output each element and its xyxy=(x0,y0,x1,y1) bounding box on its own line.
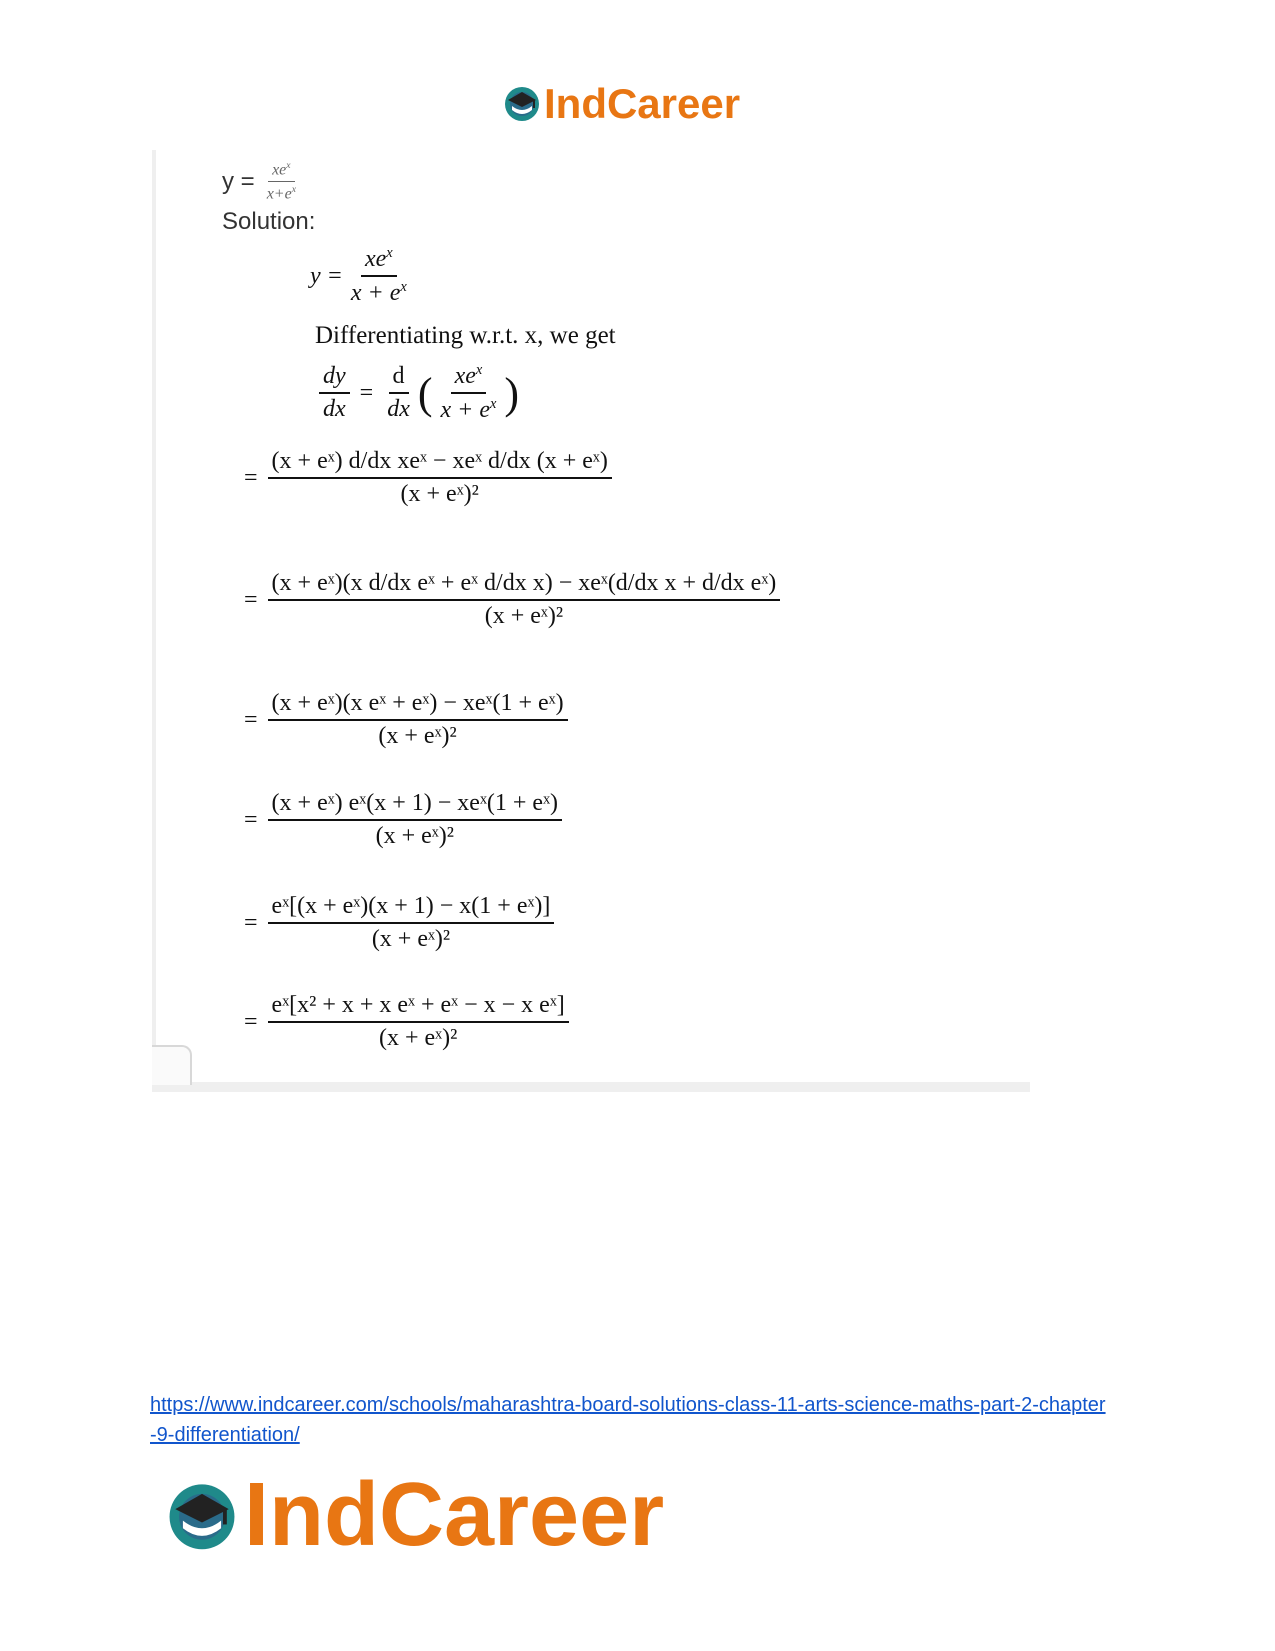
equation-step-7: = $\frac{\text{eˣ[x² + x + x eˣ + eˣ − x − x eˣ]}}{\text{(x + eˣ)²}}$ xyxy=(238,992,573,1052)
equation-step-6: = $\frac{\text{eˣ[(x + eˣ)(x + 1) − x(1 + eˣ)]}}{\text{(x + eˣ)²}}$ xyxy=(238,893,558,953)
equation-step-5: = $\frac{\text{(x + eˣ) eˣ(x + 1) − xeˣ(1 + eˣ)}}{\text{(x + eˣ)²}}$ xyxy=(238,790,566,850)
equation-step-1: $\frac{dy}{dx}$ = $\frac{d}{dx}$ ( $\frac{xe^x}{x + e^x}$ ) xyxy=(315,362,519,424)
equation-line-1: y = $\frac{xe^x}{x + e^x}$ xyxy=(310,245,407,306)
logo-wordmark: IndCareer xyxy=(244,1464,665,1565)
panel-bottom-edge xyxy=(152,1082,1030,1092)
globe-graduation-cap-icon xyxy=(160,1471,244,1560)
logo-wordmark: IndCareer xyxy=(544,80,741,127)
equation-step-3: = $\frac{\text{(x + eˣ)(x d/dx eˣ + eˣ d/dx x) − xeˣ(d/dx x + d/dx eˣ)}}{\text{(x + eˣ)²}}$ xyxy=(238,570,784,630)
footer-logo xyxy=(160,1464,665,1565)
solution-label: Solution: xyxy=(222,208,316,235)
globe-graduation-cap-icon xyxy=(500,80,544,129)
panel-corner xyxy=(152,1045,192,1085)
header-logo xyxy=(500,80,740,128)
question-equation: y = $\frac{xe^x}{x+e^x}$ xyxy=(222,160,296,203)
differentiating-text: Differentiating w.r.t. x, we get xyxy=(315,322,616,349)
source-url-link[interactable]: https://www.indcareer.com/schools/maharashtra-board-solutions-class-11-arts-science-maths-part-2-chapter-9-differentiation/ xyxy=(150,1394,1106,1446)
equation-step-2: = $\frac{\text{(x + eˣ) d/dx xeˣ − xeˣ d/dx (x + eˣ)}}{\text{(x + eˣ)²}}$ xyxy=(238,448,616,508)
equation-step-4: = $\frac{\text{(x + eˣ)(x eˣ + eˣ) − xeˣ(1 + eˣ)}}{\text{(x + eˣ)²}}$ xyxy=(238,690,572,750)
